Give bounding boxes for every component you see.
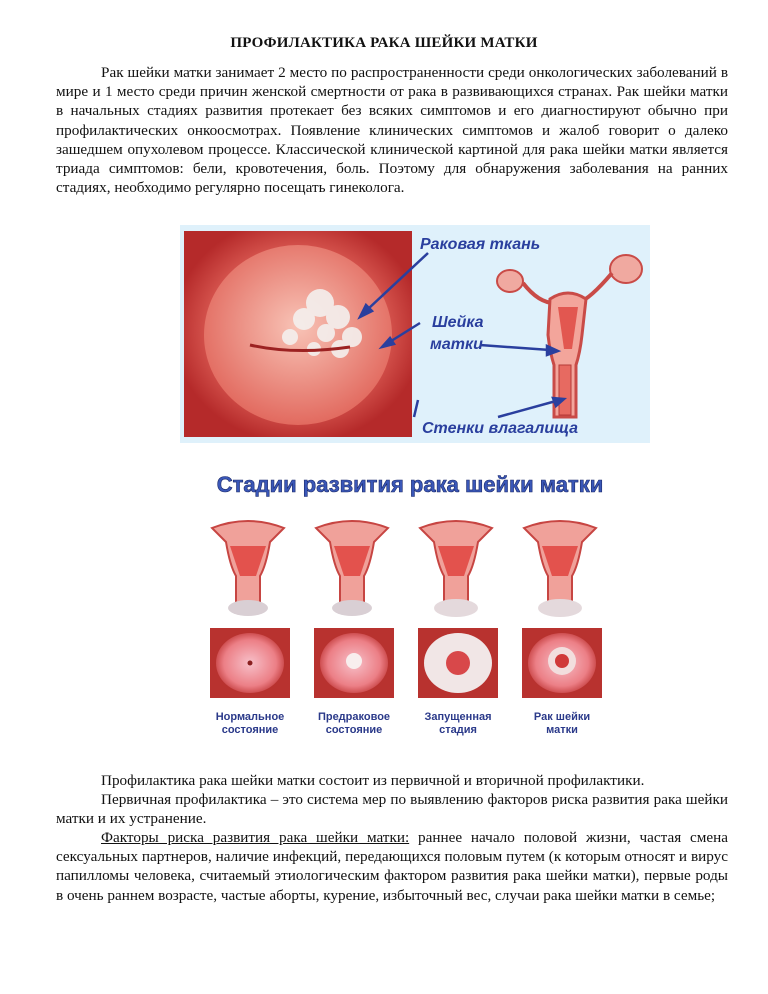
cervix-anatomy-figure [180,225,650,443]
stage-1 [210,521,290,736]
risk-factors-paragraph [56,828,728,905]
stage-4-label-line1: Рак шейки [533,711,591,723]
primary-prevention-paragraph: Первичная профилактика – это система мер по выявлению факторов риска развития рака шейки матки и их устранение. [56,791,728,828]
intro-paragraph: Рак шейки матки занимает 2 место по распространенности среди онкологических заболеваний в мире и 1 место среди причин женской смертности от рака в развивающихся странах. Рак шейки матки в начальных стадиях развития протекает без всяких симптомов и его диагностируют обычно при профилактических онкоосмотрах. Появление клинических симптомов и жалоб говорит о далеко зашедшем опухолевом процессе. Классической клинической картиной для рака шейки матки является триада симптомов: бели, кровотечения, боль. Поэтому для обнаружения заболевания на ранних стадиях, необходимо регулярно посещать гинеколога. [56,64,728,197]
risk-factors-heading: Факторы риска развития рака шейки матки: [101,829,410,846]
risk-factors-text: раннее начало половой жизни, частая смена сексуальных партнеров, наличие инфекций, передающихся половым путем (к которым относят и вирус папилломы человека, считаемый этиологическим фактором развития рака шейки матки), первые роды в очень раннем возрасте, частые аборты, курение, избыточный вес, случаи рака шейки матки в семье; [56,829,728,904]
stage-2-label-line1: Предраковое [317,711,391,723]
stage-4 [522,521,602,736]
label-vaginal-walls: Стенки влагалища [422,420,578,437]
label-cancer-tissue: Раковая ткань [420,236,541,253]
stage-3-label-line2: стадия [439,724,477,736]
stages-title: Стадии развития рака шейки матки [216,472,604,497]
stage-2-label-line2: состояние [325,724,383,736]
prevention-paragraph: Профилактика рака шейки матки состоит из первичной и вторичной профилактики. [101,772,645,789]
stage-2 [314,521,394,736]
stage-3 [418,521,498,736]
label-cervix-line2: матки [430,336,483,353]
stage-1-label-line1: Нормальное [215,711,285,723]
cancer-stages-figure [200,466,620,746]
page-title: ПРОФИЛАКТИКА РАКА ШЕЙКИ МАТКИ [230,35,538,51]
stage-1-label-line2: состояние [221,724,279,736]
stage-4-label-line2: матки [546,724,578,736]
stage-3-label-line1: Запущенная [424,711,492,723]
label-cervix-line1: Шейка [432,314,484,331]
